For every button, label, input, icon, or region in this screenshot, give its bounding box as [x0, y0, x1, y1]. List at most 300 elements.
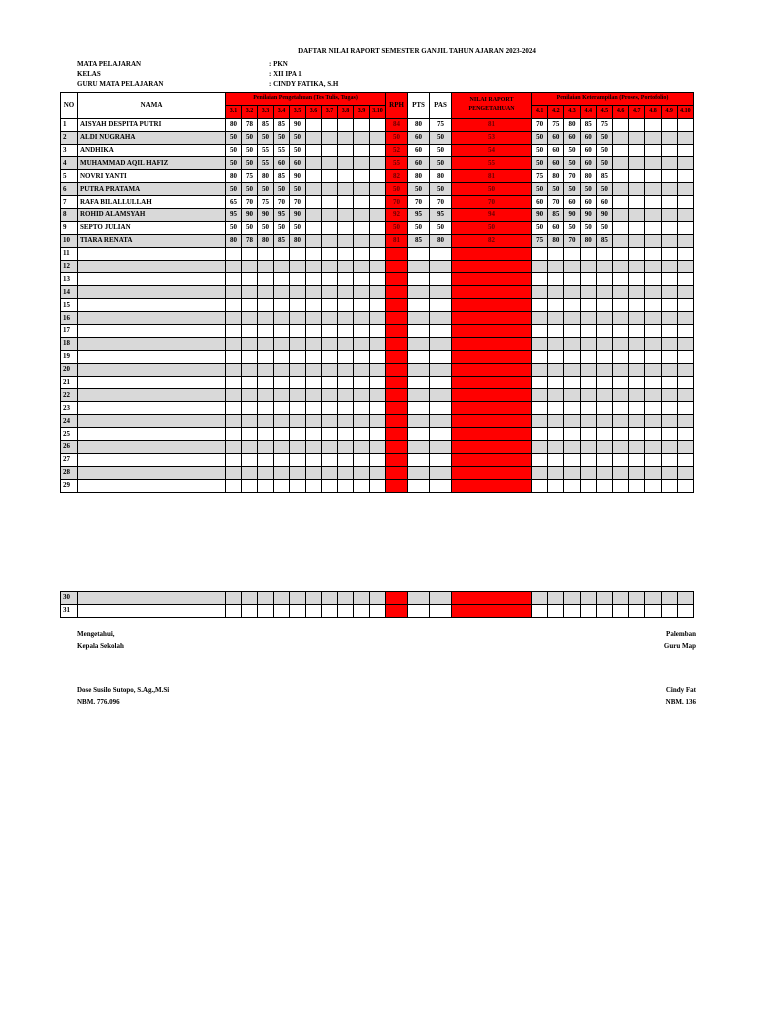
kd-keterampilan-score	[564, 428, 580, 441]
student-name	[78, 325, 226, 338]
row-no: 17	[61, 325, 78, 338]
nilai-raport-score	[452, 479, 532, 492]
table-row	[61, 325, 694, 338]
kd-keterampilan-score	[645, 196, 661, 209]
kd-pengetahuan-score	[258, 376, 274, 389]
kd-pengetahuan-score	[322, 325, 338, 338]
table-row	[61, 157, 694, 170]
header-kd-pengetahuan: 3.1	[226, 105, 242, 118]
student-name	[78, 247, 226, 260]
kd-keterampilan-score	[532, 415, 548, 428]
kd-keterampilan-score	[580, 428, 596, 441]
kd-keterampilan-score	[580, 466, 596, 479]
kd-keterampilan-score: 60	[580, 196, 596, 209]
kd-pengetahuan-score: 80	[226, 170, 242, 183]
pas-score	[430, 363, 452, 376]
kd-pengetahuan-score	[338, 221, 354, 234]
rph-score	[386, 363, 408, 376]
kd-pengetahuan-score	[306, 299, 322, 312]
kd-keterampilan-score	[612, 350, 628, 363]
row-no: 8	[61, 209, 78, 222]
kd-pengetahuan-score: 50	[242, 144, 258, 157]
header-kd-pengetahuan: 3.3	[258, 105, 274, 118]
kd-keterampilan-score	[596, 325, 612, 338]
kd-pengetahuan-score	[306, 260, 322, 273]
kd-keterampilan-score	[645, 376, 661, 389]
kd-keterampilan-score	[612, 273, 628, 286]
kd-pengetahuan-score	[306, 479, 322, 492]
kd-pengetahuan-score	[370, 479, 386, 492]
pas-score	[430, 376, 452, 389]
kd-pengetahuan-score	[306, 402, 322, 415]
kd-pengetahuan-score	[306, 441, 322, 454]
kd-keterampilan-score	[661, 209, 677, 222]
nilai-raport-score	[452, 350, 532, 363]
kd-keterampilan-score	[629, 273, 645, 286]
kd-keterampilan-score: 50	[580, 221, 596, 234]
kd-keterampilan-score	[596, 389, 612, 402]
kd-keterampilan-score	[661, 144, 677, 157]
kd-keterampilan-score	[564, 325, 580, 338]
grade-table	[60, 92, 694, 493]
rph-score	[386, 260, 408, 273]
kd-keterampilan-score	[596, 441, 612, 454]
rph-score: 50	[386, 183, 408, 196]
pts-score: 80	[408, 118, 430, 131]
kd-keterampilan-score	[629, 260, 645, 273]
kd-keterampilan-score	[596, 247, 612, 260]
rph-score: 92	[386, 209, 408, 222]
row-no: 12	[61, 260, 78, 273]
kd-keterampilan-score	[645, 604, 661, 617]
kd-keterampilan-score	[629, 337, 645, 350]
kd-keterampilan-score	[532, 402, 548, 415]
rph-score	[386, 428, 408, 441]
kd-keterampilan-score: 60	[564, 196, 580, 209]
kd-keterampilan-score	[596, 286, 612, 299]
header-nama: NAMA	[78, 93, 226, 119]
kd-keterampilan-score	[629, 479, 645, 492]
kd-keterampilan-score	[612, 247, 628, 260]
kd-keterampilan-score: 60	[580, 157, 596, 170]
kd-pengetahuan-score	[226, 604, 242, 617]
pas-score: 70	[430, 196, 452, 209]
header-nilai-raport-label: NILAI RAPORT	[469, 97, 514, 104]
kd-keterampilan-score	[532, 337, 548, 350]
kd-pengetahuan-score	[370, 234, 386, 247]
header-kd-pengetahuan: 3.9	[354, 105, 370, 118]
kd-pengetahuan-score	[338, 350, 354, 363]
kd-pengetahuan-score	[290, 453, 306, 466]
kd-keterampilan-score	[564, 350, 580, 363]
kd-pengetahuan-score	[322, 221, 338, 234]
rph-score	[386, 376, 408, 389]
kd-keterampilan-score	[629, 376, 645, 389]
kd-keterampilan-score	[580, 273, 596, 286]
kd-pengetahuan-score	[322, 157, 338, 170]
kd-pengetahuan-score	[338, 466, 354, 479]
kd-pengetahuan-score	[322, 376, 338, 389]
kd-keterampilan-score	[548, 286, 564, 299]
table-row	[61, 183, 694, 196]
kd-pengetahuan-score	[338, 604, 354, 617]
kd-keterampilan-score: 90	[564, 209, 580, 222]
kd-keterampilan-score	[580, 604, 596, 617]
pts-score	[408, 247, 430, 260]
kd-keterampilan-score	[677, 144, 693, 157]
kd-keterampilan-score	[645, 144, 661, 157]
student-name: ROHID ALAMSYAH	[78, 209, 226, 222]
pas-score: 50	[430, 221, 452, 234]
nilai-raport-score: 94	[452, 209, 532, 222]
kd-pengetahuan-score	[274, 604, 290, 617]
kd-pengetahuan-score	[274, 402, 290, 415]
kd-keterampilan-score	[612, 428, 628, 441]
kd-pengetahuan-score	[354, 170, 370, 183]
header-kd-pengetahuan: 3.4	[274, 105, 290, 118]
kd-pengetahuan-score	[226, 260, 242, 273]
kd-keterampilan-score: 70	[564, 170, 580, 183]
kd-pengetahuan-score	[258, 363, 274, 376]
kd-pengetahuan-score	[242, 376, 258, 389]
nilai-raport-score	[452, 273, 532, 286]
kd-keterampilan-score	[677, 286, 693, 299]
kd-keterampilan-score	[645, 247, 661, 260]
kd-keterampilan-score	[645, 428, 661, 441]
kd-pengetahuan-score	[274, 466, 290, 479]
kd-pengetahuan-score	[370, 466, 386, 479]
kd-pengetahuan-score	[354, 350, 370, 363]
kd-keterampilan-score: 50	[564, 221, 580, 234]
kd-pengetahuan-score	[306, 273, 322, 286]
kd-pengetahuan-score: 75	[258, 196, 274, 209]
table-row	[61, 604, 694, 617]
kd-keterampilan-score	[629, 157, 645, 170]
kd-pengetahuan-score	[338, 363, 354, 376]
kd-pengetahuan-score	[354, 157, 370, 170]
kd-pengetahuan-score	[354, 131, 370, 144]
student-name	[78, 592, 226, 605]
kd-keterampilan-score	[596, 363, 612, 376]
table-row	[61, 312, 694, 325]
student-name	[78, 299, 226, 312]
kd-pengetahuan-score	[258, 402, 274, 415]
kd-pengetahuan-score	[370, 273, 386, 286]
kd-pengetahuan-score	[226, 376, 242, 389]
nilai-raport-score: 53	[452, 131, 532, 144]
rph-score: 50	[386, 131, 408, 144]
kd-pengetahuan-score	[322, 441, 338, 454]
pas-score: 80	[430, 234, 452, 247]
kd-pengetahuan-score: 50	[290, 144, 306, 157]
kd-pengetahuan-score	[226, 350, 242, 363]
kd-pengetahuan-score	[322, 402, 338, 415]
student-name: SEPTO JULIAN	[78, 221, 226, 234]
kd-keterampilan-score	[645, 183, 661, 196]
kd-pengetahuan-score	[274, 479, 290, 492]
header-keterampilan: Penilaian Keterampilan (Proses, Portofolio)	[532, 93, 694, 106]
kd-pengetahuan-score	[242, 260, 258, 273]
meta-value: : CINDY FATIKA, S.H	[269, 80, 339, 88]
kd-keterampilan-score	[661, 325, 677, 338]
kd-keterampilan-score	[612, 234, 628, 247]
kd-pengetahuan-score: 80	[226, 234, 242, 247]
kd-pengetahuan-score	[354, 273, 370, 286]
kd-pengetahuan-score	[306, 183, 322, 196]
pas-score: 50	[430, 157, 452, 170]
kd-keterampilan-score	[661, 183, 677, 196]
kd-pengetahuan-score	[306, 221, 322, 234]
kd-keterampilan-score	[661, 247, 677, 260]
kd-keterampilan-score	[629, 170, 645, 183]
kd-pengetahuan-score: 50	[258, 131, 274, 144]
kd-keterampilan-score	[629, 144, 645, 157]
kd-keterampilan-score	[645, 221, 661, 234]
kd-keterampilan-score	[596, 376, 612, 389]
nilai-raport-score	[452, 389, 532, 402]
kd-pengetahuan-score	[354, 325, 370, 338]
kd-pengetahuan-score	[370, 592, 386, 605]
pas-score	[430, 441, 452, 454]
kd-pengetahuan-score	[322, 144, 338, 157]
kd-pengetahuan-score	[322, 592, 338, 605]
kd-pengetahuan-score	[370, 604, 386, 617]
kd-pengetahuan-score: 90	[290, 209, 306, 222]
row-no: 22	[61, 389, 78, 402]
header-kd-pengetahuan: 3.7	[322, 105, 338, 118]
kd-keterampilan-score	[612, 479, 628, 492]
kd-pengetahuan-score	[354, 144, 370, 157]
kd-keterampilan-score	[548, 479, 564, 492]
kd-keterampilan-score	[580, 453, 596, 466]
kd-keterampilan-score: 75	[532, 234, 548, 247]
kd-keterampilan-score	[612, 118, 628, 131]
kd-keterampilan-score: 60	[548, 131, 564, 144]
kd-pengetahuan-score	[306, 592, 322, 605]
kd-pengetahuan-score	[338, 428, 354, 441]
kd-pengetahuan-score	[306, 131, 322, 144]
table-row	[61, 286, 694, 299]
kd-pengetahuan-score: 50	[258, 221, 274, 234]
kd-keterampilan-score	[564, 337, 580, 350]
kd-keterampilan-score	[548, 299, 564, 312]
kd-pengetahuan-score	[290, 363, 306, 376]
pas-score: 50	[430, 183, 452, 196]
row-no: 31	[61, 604, 78, 617]
nilai-raport-score: 50	[452, 183, 532, 196]
table-row	[61, 247, 694, 260]
header-no: NO	[61, 93, 78, 119]
nilai-raport-score: 81	[452, 170, 532, 183]
kd-pengetahuan-score	[226, 273, 242, 286]
kd-keterampilan-score	[580, 389, 596, 402]
kd-keterampilan-score	[580, 402, 596, 415]
kd-pengetahuan-score	[226, 479, 242, 492]
kd-pengetahuan-score: 55	[258, 144, 274, 157]
header-nilai-raport	[452, 93, 532, 119]
rph-score: 81	[386, 234, 408, 247]
kd-pengetahuan-score	[354, 118, 370, 131]
kd-pengetahuan-score	[370, 247, 386, 260]
row-no: 25	[61, 428, 78, 441]
header-kd-keterampilan: 4.6	[612, 105, 628, 118]
header-pts: PTS	[408, 93, 430, 119]
kd-keterampilan-score	[645, 389, 661, 402]
kd-keterampilan-score	[532, 466, 548, 479]
kd-keterampilan-score	[661, 376, 677, 389]
kd-pengetahuan-score	[258, 325, 274, 338]
kd-pengetahuan-score: 80	[226, 118, 242, 131]
kd-pengetahuan-score	[258, 428, 274, 441]
student-name: ALDI NUGRAHA	[78, 131, 226, 144]
kd-keterampilan-score: 90	[596, 209, 612, 222]
kd-pengetahuan-score	[258, 441, 274, 454]
kd-keterampilan-score	[629, 592, 645, 605]
kd-keterampilan-score	[580, 592, 596, 605]
kd-pengetahuan-score	[370, 453, 386, 466]
signature-left-nbm: NBM. 776.096	[77, 698, 120, 706]
nilai-raport-score	[452, 247, 532, 260]
kd-keterampilan-score	[580, 337, 596, 350]
rph-score	[386, 350, 408, 363]
kd-pengetahuan-score: 50	[274, 183, 290, 196]
kd-pengetahuan-score	[354, 209, 370, 222]
kd-pengetahuan-score	[370, 441, 386, 454]
kd-keterampilan-score	[532, 299, 548, 312]
kd-keterampilan-score: 60	[580, 144, 596, 157]
kd-pengetahuan-score	[242, 337, 258, 350]
kd-pengetahuan-score	[322, 260, 338, 273]
kd-keterampilan-score	[548, 402, 564, 415]
kd-keterampilan-score	[661, 170, 677, 183]
kd-pengetahuan-score	[290, 428, 306, 441]
kd-keterampilan-score: 50	[596, 131, 612, 144]
kd-keterampilan-score	[661, 260, 677, 273]
kd-keterampilan-score: 50	[564, 144, 580, 157]
header-kd-pengetahuan: 3.6	[306, 105, 322, 118]
kd-keterampilan-score	[677, 157, 693, 170]
kd-keterampilan-score	[677, 273, 693, 286]
kd-pengetahuan-score	[226, 441, 242, 454]
kd-pengetahuan-score	[306, 247, 322, 260]
kd-pengetahuan-score	[322, 131, 338, 144]
kd-pengetahuan-score	[242, 286, 258, 299]
kd-pengetahuan-score	[242, 312, 258, 325]
kd-pengetahuan-score	[322, 234, 338, 247]
rph-score	[386, 402, 408, 415]
pts-score	[408, 299, 430, 312]
kd-pengetahuan-score	[226, 247, 242, 260]
table-row	[61, 299, 694, 312]
table-row	[61, 170, 694, 183]
rph-score: 82	[386, 170, 408, 183]
kd-pengetahuan-score	[274, 260, 290, 273]
pts-score: 60	[408, 131, 430, 144]
kd-keterampilan-score	[677, 118, 693, 131]
kd-keterampilan-score	[661, 221, 677, 234]
row-no: 10	[61, 234, 78, 247]
kd-keterampilan-score	[677, 363, 693, 376]
kd-pengetahuan-score	[354, 299, 370, 312]
kd-pengetahuan-score	[258, 466, 274, 479]
kd-keterampilan-score	[661, 286, 677, 299]
kd-keterampilan-score	[548, 337, 564, 350]
kd-keterampilan-score	[677, 170, 693, 183]
kd-pengetahuan-score	[274, 337, 290, 350]
rph-score: 55	[386, 157, 408, 170]
kd-pengetahuan-score	[322, 247, 338, 260]
kd-pengetahuan-score: 80	[290, 234, 306, 247]
kd-keterampilan-score	[645, 466, 661, 479]
kd-pengetahuan-score	[258, 286, 274, 299]
kd-keterampilan-score	[645, 273, 661, 286]
kd-keterampilan-score	[532, 389, 548, 402]
kd-keterampilan-score	[548, 389, 564, 402]
kd-pengetahuan-score	[290, 260, 306, 273]
kd-pengetahuan-score	[226, 286, 242, 299]
kd-pengetahuan-score	[354, 592, 370, 605]
kd-keterampilan-score	[580, 376, 596, 389]
kd-keterampilan-score	[677, 415, 693, 428]
kd-keterampilan-score: 50	[532, 131, 548, 144]
kd-pengetahuan-score	[306, 350, 322, 363]
kd-pengetahuan-score	[354, 453, 370, 466]
kd-pengetahuan-score	[306, 604, 322, 617]
kd-pengetahuan-score	[354, 363, 370, 376]
kd-pengetahuan-score: 90	[242, 209, 258, 222]
pts-score	[408, 350, 430, 363]
kd-pengetahuan-score	[274, 441, 290, 454]
kd-pengetahuan-score: 55	[258, 157, 274, 170]
kd-pengetahuan-score: 95	[226, 209, 242, 222]
nilai-raport-score: 81	[452, 118, 532, 131]
kd-keterampilan-score	[548, 260, 564, 273]
kd-pengetahuan-score: 70	[274, 196, 290, 209]
nilai-raport-score	[452, 325, 532, 338]
kd-keterampilan-score	[532, 604, 548, 617]
student-name	[78, 604, 226, 617]
pas-score: 50	[430, 144, 452, 157]
student-name	[78, 363, 226, 376]
pas-score	[430, 286, 452, 299]
kd-pengetahuan-score	[370, 363, 386, 376]
kd-pengetahuan-score	[274, 592, 290, 605]
kd-pengetahuan-score	[306, 466, 322, 479]
kd-pengetahuan-score	[258, 312, 274, 325]
kd-pengetahuan-score	[290, 325, 306, 338]
signature-left	[77, 628, 124, 652]
kd-pengetahuan-score: 85	[274, 118, 290, 131]
kd-pengetahuan-score	[306, 209, 322, 222]
pts-score	[408, 453, 430, 466]
pts-score	[408, 337, 430, 350]
signature-right-line1: Palemban	[666, 630, 696, 638]
kd-keterampilan-score	[596, 312, 612, 325]
kd-keterampilan-score	[661, 234, 677, 247]
header-pas: PAS	[430, 93, 452, 119]
kd-pengetahuan-score	[226, 466, 242, 479]
kd-keterampilan-score	[661, 466, 677, 479]
kd-pengetahuan-score	[370, 144, 386, 157]
table-row	[61, 415, 694, 428]
kd-keterampilan-score	[596, 604, 612, 617]
rph-score: 84	[386, 118, 408, 131]
pts-score	[408, 466, 430, 479]
pts-score	[408, 286, 430, 299]
kd-keterampilan-score	[532, 325, 548, 338]
kd-pengetahuan-score	[354, 337, 370, 350]
pas-score	[430, 453, 452, 466]
